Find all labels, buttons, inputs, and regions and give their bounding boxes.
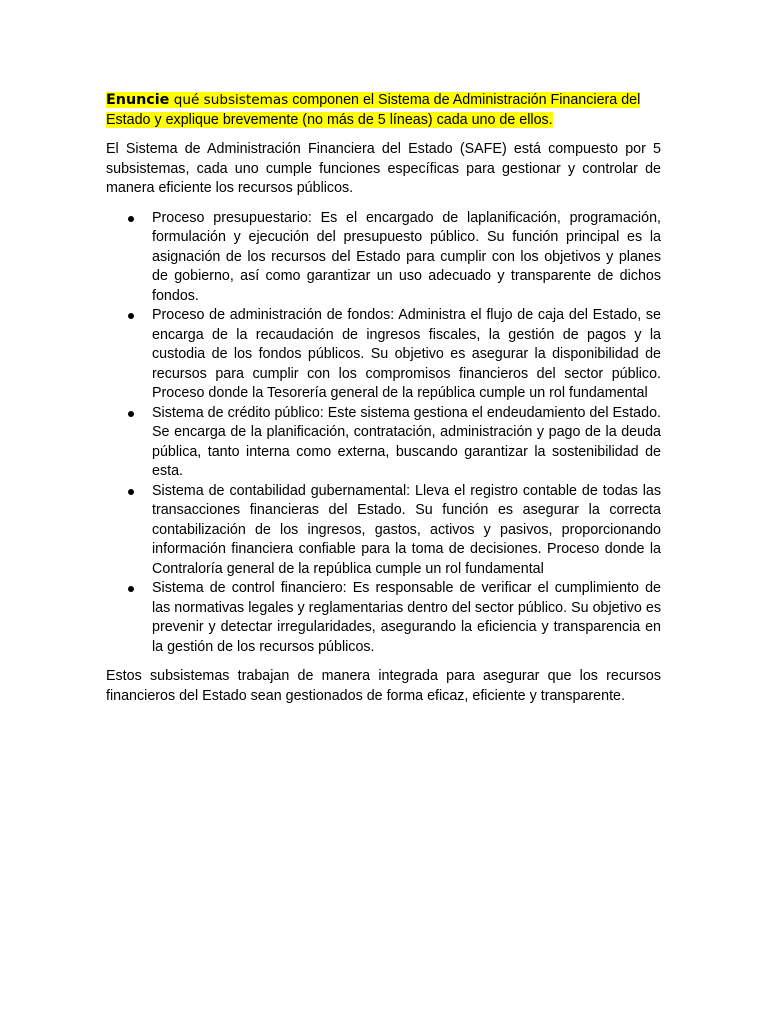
- list-item-text: Proceso de administración de fondos: Administra el flujo de caja del Estado, se encarga de la recaudación de ingresos fiscales, la gestión de pagos y la custodia de los fondos públicos. Su objetivo es asegurar la disponibilidad de recursos para cumplir con los compromisos financieros del sector público. Proceso donde la Tesorería general de la república cumple un rol fundamental: [152, 307, 661, 401]
- question-text-part1: qué subsistemas: [169, 92, 289, 108]
- bullet-icon: [128, 411, 134, 417]
- conclusion-paragraph: Estos subsistemas trabajan de manera integrada para asegurar que los recursos financieros del Estado sean gestionados de forma eficaz, eficiente y transparente.: [106, 668, 661, 704]
- document-page: [106, 91, 661, 716]
- question-bold-word: Enuncie: [106, 92, 170, 108]
- list-item: [152, 404, 661, 482]
- bullet-icon: [128, 489, 134, 495]
- list-item-text: Sistema de crédito público: Este sistema gestiona el endeudamiento del Estado. Se encarga de la planificación, contratación, administración y pago de la deuda pública, tanto interna como externa, buscando garantizar la sostenibilidad de esta.: [152, 404, 661, 479]
- intro-paragraph: El Sistema de Administración Financiera del Estado (SAFE) está compuesto por 5 subsistemas, cada uno cumple funciones específicas para gestionar y controlar de manera eficiente los recursos públicos.: [106, 141, 661, 196]
- list-item-text: Sistema de contabilidad gubernamental: Lleva el registro contable de todas las transacciones financieras del Estado. Su función es asegurar la correcta contabilización de los ingresos, gastos, activos y pasivos, proporcionando información financiera confiable para la toma de decisiones. Proceso donde la Contraloría general de la república cumple un rol fundamental: [152, 482, 661, 577]
- bullet-icon: [128, 313, 134, 319]
- list-item: [152, 209, 661, 307]
- list-item: [152, 306, 661, 404]
- bullet-icon: [128, 216, 134, 222]
- question-prompt: [106, 91, 661, 130]
- list-item-text: Sistema de control financiero: Es responsable de verificar el cumplimiento de las normativas legales y reglamentarias dentro del sector público. Su objetivo es prevenir y detectar irregularidades, asegurando la eficiencia y transparencia en la gestión de los recursos públicos.: [152, 580, 661, 655]
- list-item: [152, 482, 661, 580]
- bullet-icon: [128, 586, 134, 592]
- subsystems-list: [106, 209, 661, 658]
- list-item: [152, 579, 661, 657]
- question-text-part2: componen el Sistema de Administración Financiera del Estado y explique brevemente (no más de 5 líneas) cada uno de ellos.: [106, 92, 641, 128]
- list-item-text: Proceso presupuestario: Es el encargado de laplanificación, programación, formulación y ejecución del presupuesto público. Su función principal es la asignación de los recursos del Estado para cumplir con los objetivos y planes de gobierno, así como garantizar un uso adecuado y transparente de dichos fondos.: [152, 209, 661, 304]
